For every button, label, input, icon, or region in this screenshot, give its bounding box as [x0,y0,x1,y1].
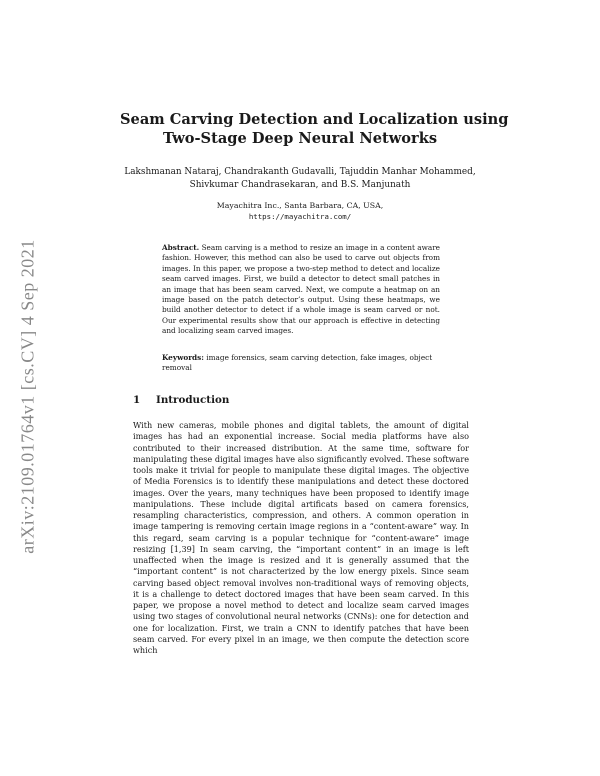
section-number: 1 [133,394,141,406]
abstract [162,243,440,337]
affiliation [120,200,480,222]
section-title: Introduction [156,394,230,406]
arxiv-identifier-text: arXiv:2109.01764v1 [cs.CV] 4 Sep 2021 [17,238,38,554]
paper-title-line-1: Seam Carving Detection and Localization using [120,111,509,128]
keywords-label: Keywords: [162,353,204,362]
author-list-line-1: Lakshmanan Nataraj, Chandrakanth Gudavalli, Tajuddin Manhar Mohammed, [124,167,476,177]
paper-title [120,110,509,148]
keywords [162,353,440,374]
affiliation-url[interactable]: https://mayachitra.com/ [248,212,352,222]
introduction-paragraph: With new cameras, mobile phones and digital tablets, the amount of digital images has had an exponential increase. Social media platforms have also contributed to their increased distribution. At the same time, software for manipulating these digital images have also significantly evolved. These software tools make it trivial for people to manipulate these digital images. The objective of Media Forensics is to identify these manipulations and detect these doctored images. Over the years, many techniques have been proposed to identify image manipulations. These include digital artificats based on camera forensics, resampling characteristics, compression, and others. A common operation in image tampering is removing certain image regions in a “content-aware” way. In this regard, seam carving is a popular technique for “content-aware” image resizing [1,39] In seam carving, the “important content” in an image is left unaffected when the image is resized and it is generally assumed that the “important content” is not characterized by the low energy pixels. Since seam carving based object removal involves non-traditional ways of removing objects, it is a challenge to detect doctored images that have been seam carved. In this paper, we propose a novel method to detect and localize seam carved images using two stages of convolutional neural networks (CNNs): one for detection and one for localization. First, we train a CNN to identify patches that have been seam carved. For every pixel in an image, we then compute the detection score which [133,420,469,655]
author-list [120,166,480,191]
abstract-text: Seam carving is a method to resize an image in a content aware fashion. However, this method can also be used to carve out objects from images. In this paper, we propose a two-step method to detect and localize seam carved images. First, we build a detector to detect small patches in an image that has been seam carved. Next, we compute a heatmap on an image based on the patch detector’s output. Using these heatmaps, we build another detector to detect if a whole image is seam carved or not. Our experimental results show that our approach is effective in detecting and localizing seam carved images. [162,243,441,336]
abstract-label: Abstract. [162,243,200,252]
affiliation-org: Mayachitra Inc., Santa Barbara, CA, USA, [216,201,384,210]
keywords-text: image forensics, seam carving detection, fake images, object removal [162,353,433,373]
arxiv-identifier-stamp [18,216,38,576]
paper-title-line-2: Two-Stage Deep Neural Networks [162,130,438,147]
author-list-line-2: Shivkumar Chandrasekaran, and B.S. Manjunath [189,179,411,190]
section-heading-introduction [133,394,229,407]
